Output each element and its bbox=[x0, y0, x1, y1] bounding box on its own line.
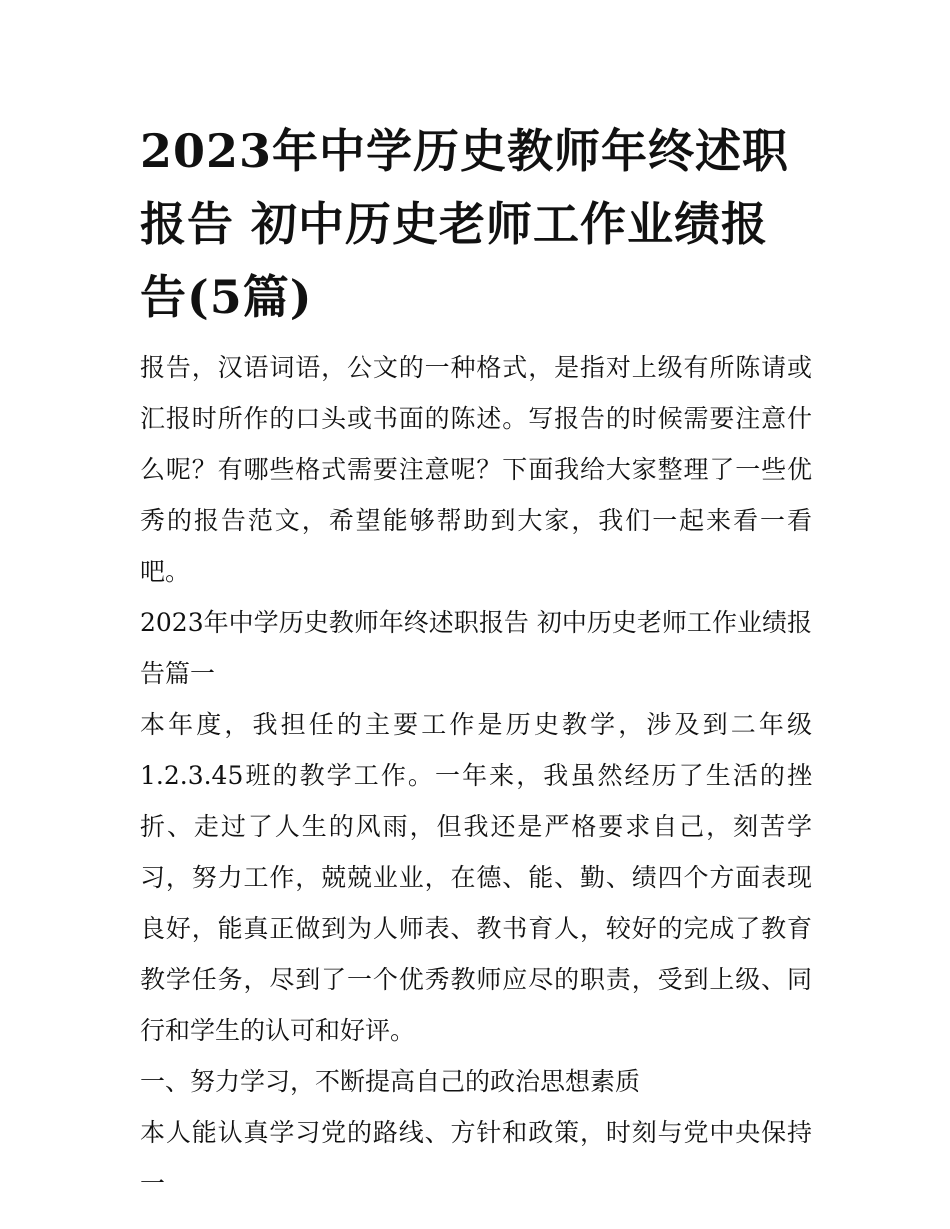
intro-paragraph: 报告，汉语词语，公文的一种格式，是指对上级有所陈请或汇报时所作的口头或书面的陈述。写报告的时候需要注意什么呢？有哪些格式需要注意呢？下面我给大家整理了一些优秀的报告范文，希望能够帮助到大家，我们一起来看一看吧。 bbox=[140, 353, 812, 586]
body-paragraph: 本人能认真学习党的路线、方针和政策，时刻与党中央保持一 bbox=[140, 1118, 812, 1198]
document-title: 2023年中学历史教师年终述职报告 初中历史老师工作业绩报告(5篇) bbox=[140, 124, 790, 324]
subheading: 一、努力学习，不断提高自己的政治思想素质 bbox=[140, 1067, 641, 1096]
body-paragraph: 本年度，我担任的主要工作是历史教学，涉及到二年级1.2.3.45班的教学工作。一年来，我虽然经历了生活的挫折、走过了人生的风雨，但我还是严格要求自己，刻苦学习，努力工作，兢兢业业，在德、能、勤、绩四个方面表现良好，能真正做到为人师表、教书育人，较好的完成了教育教学任务，尽到了一个优秀教师应尽的职责，受到上级、同行和学生的认可和好评。 bbox=[140, 710, 812, 1045]
document-page bbox=[140, 115, 812, 1209]
section-heading-part-one: 2023年中学历史教师年终述职报告 初中历史老师工作业绩报告篇一 bbox=[140, 608, 812, 688]
